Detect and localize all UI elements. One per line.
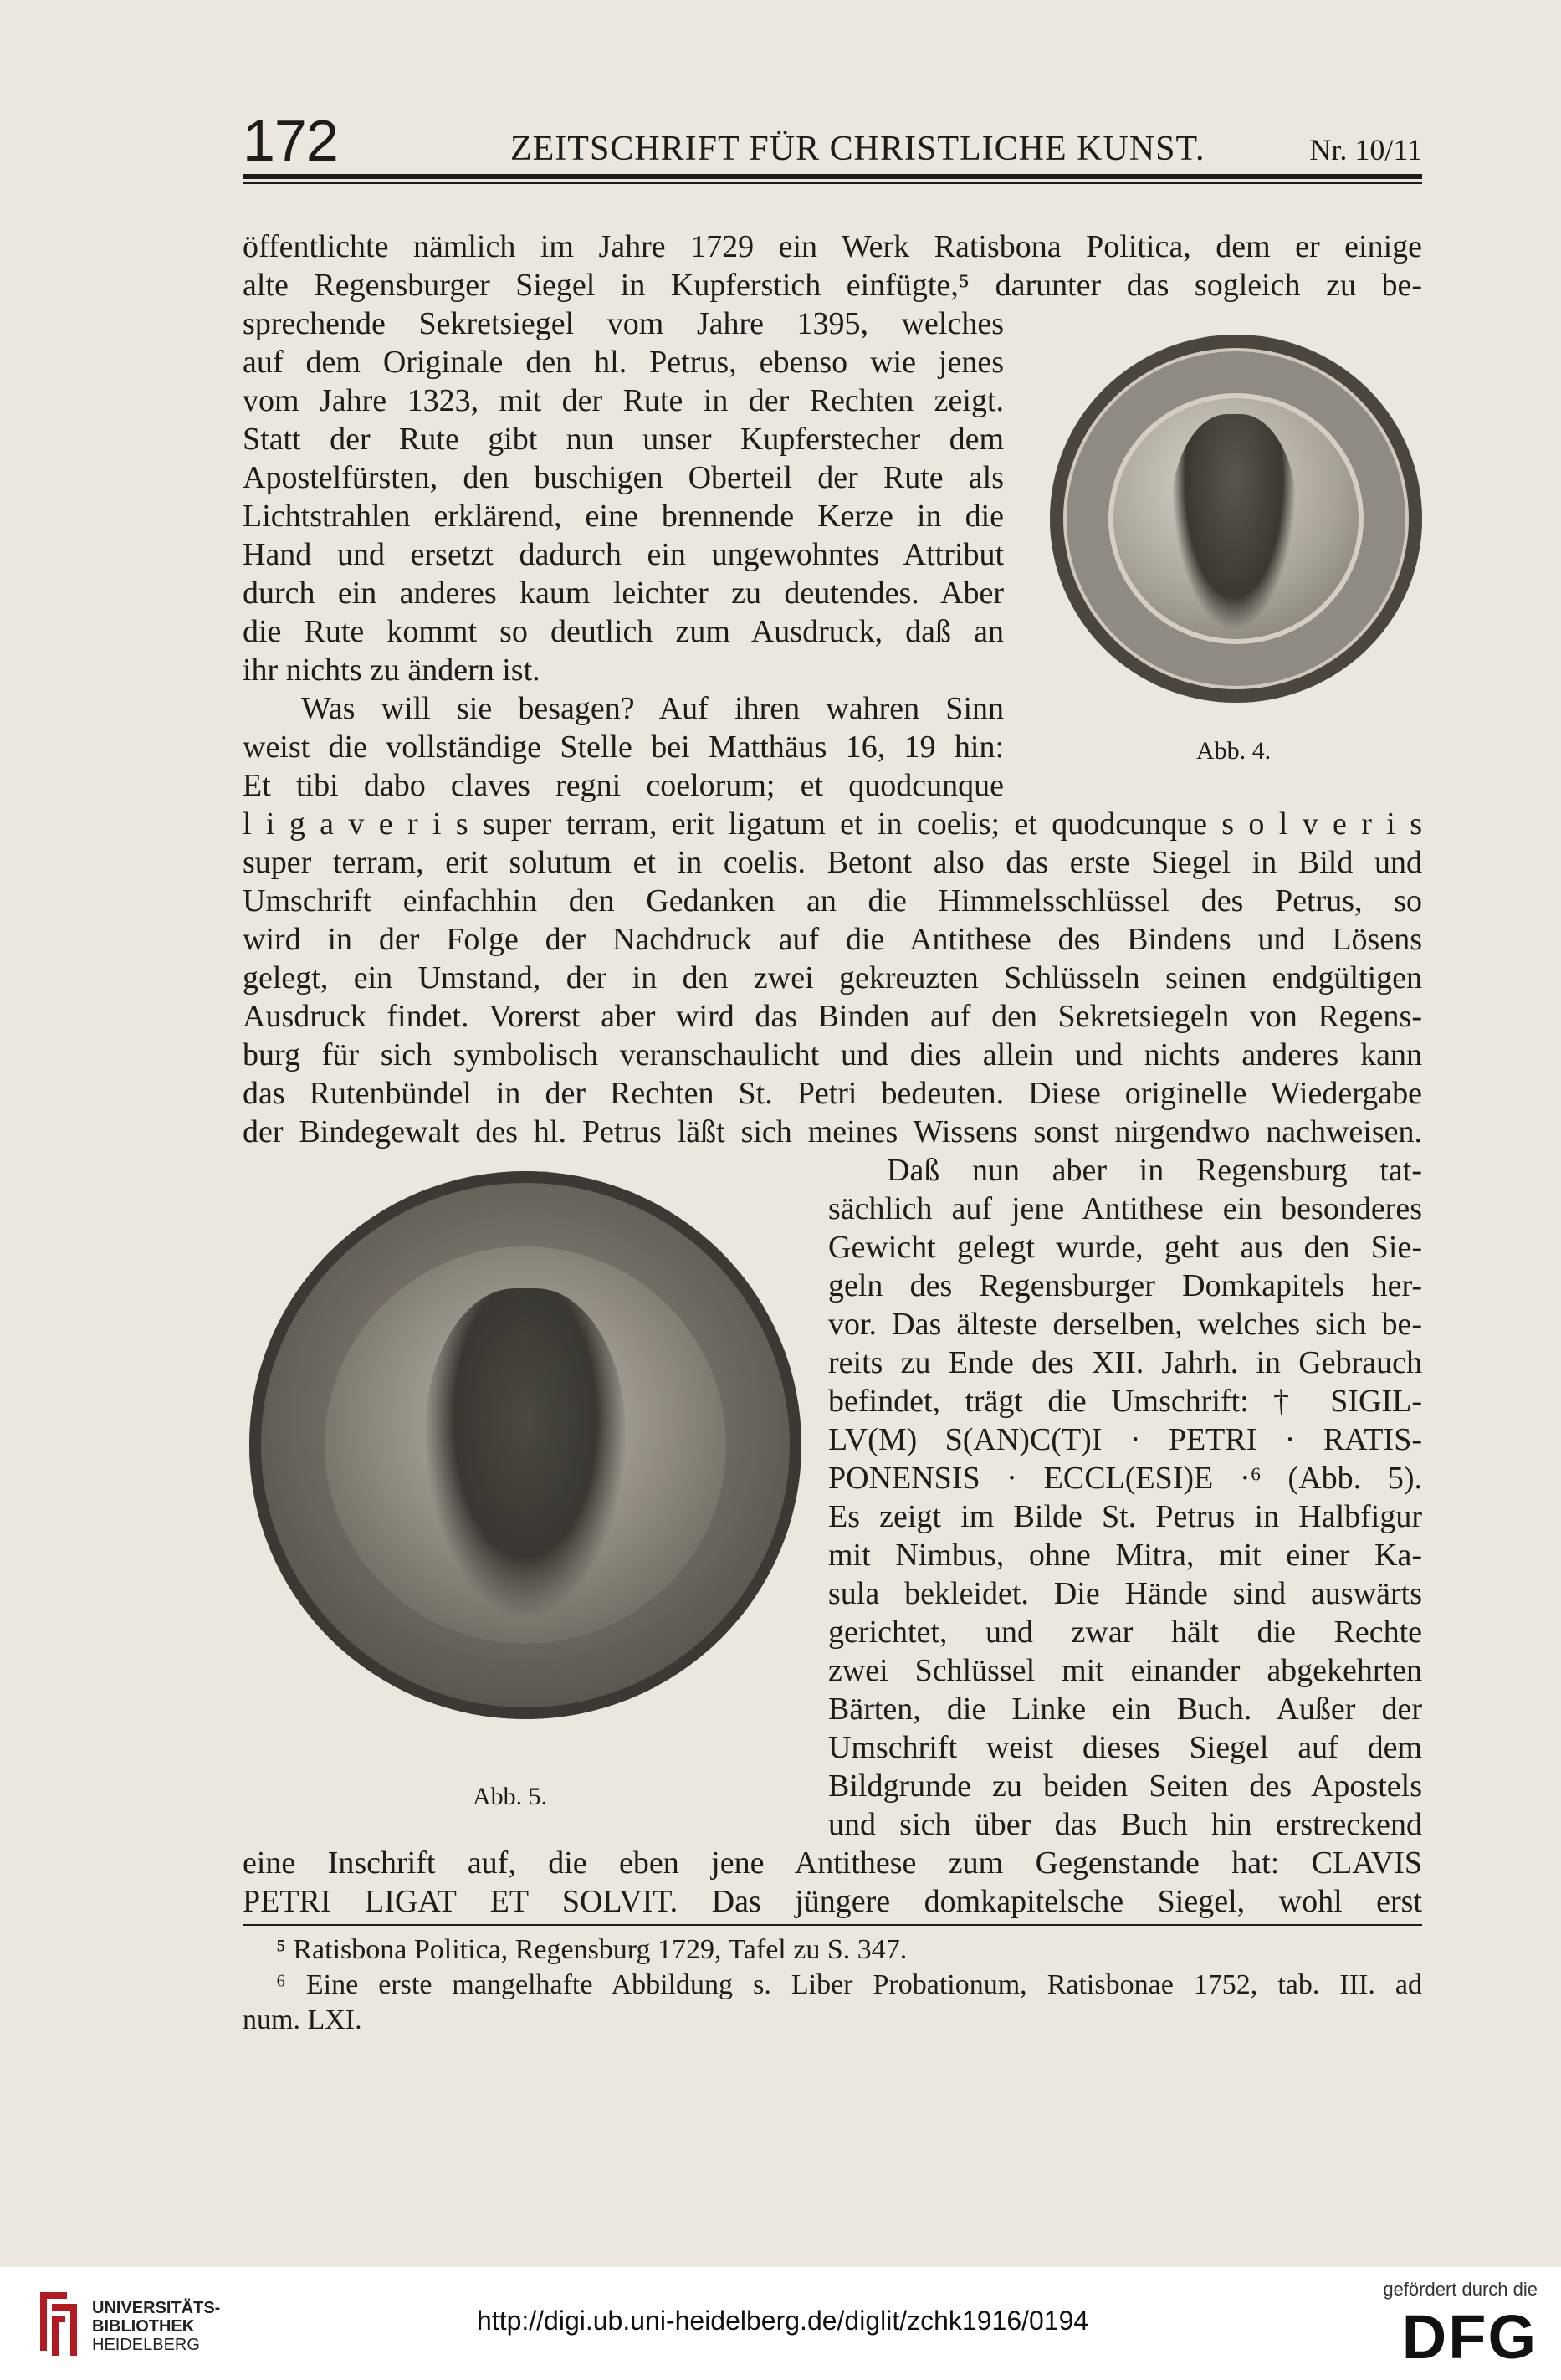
library-name	[92, 2299, 220, 2354]
footnote-rule	[243, 1924, 1422, 1926]
body-line: Bärten, die Linke ein Buch. Außer der	[828, 1692, 1422, 1727]
body-line: wird in der Folge der Nachdruck auf die Antithese des Bindens und Lösens	[243, 922, 1422, 957]
body-line: Lichtstrahlen erklärend, eine brennende Kerze in die	[243, 499, 1004, 534]
body-line: super terram, erit solutum et in coelis. Betont also das erste Siegel in Bild und	[243, 845, 1422, 880]
permalink-url[interactable]: http://digi.ub.uni-heidelberg.de/diglit/zchk1916/0194	[477, 2306, 1089, 2336]
body-line: auf dem Originale den hl. Petrus, ebenso wie jenes	[243, 345, 1004, 380]
body-line: befindet, trägt die Umschrift: † SIGIL-	[828, 1384, 1422, 1419]
dfg-logo: DFG	[1401, 2302, 1538, 2372]
body-line: alte Regensburger Siegel in Kupferstich einfügte,⁵ darunter das sogleich zu be-	[243, 268, 1422, 303]
body-line: öffentlichte nämlich im Jahre 1729 ein Werk Ratisbona Politica, dem er einige	[243, 229, 1422, 264]
body-line: Gewicht gelegt wurde, geht aus den Sie-	[828, 1230, 1422, 1265]
body-line: PETRI LIGAT ET SOLVIT. Das jüngere domkapitelsche Siegel, wohl erst	[243, 1884, 1422, 1919]
footnote-6: ⁶ Eine erste mangelhafte Abbildung s. Liber Probationum, Ratisbonae 1752, tab. III. ad	[276, 1969, 1422, 2000]
body-line: der Bindegewalt des hl. Petrus läßt sich meines Wissens sonst nirgendwo nachweisen.	[243, 1114, 1422, 1149]
header-rule-thin	[243, 182, 1422, 184]
library-name-line-1: UNIVERSITÄTS-	[92, 2299, 221, 2317]
body-line: Bildgrunde zu beiden Seiten des Apostels	[828, 1768, 1422, 1804]
body-line: und sich über das Buch hin erstreckend	[828, 1807, 1422, 1842]
body-line: mit Nimbus, ohne Mitra, mit einer Ka-	[828, 1538, 1422, 1573]
body-line: zwei Schlüssel mit einander abgekehrten	[828, 1653, 1422, 1688]
funding-note: gefördert durch die	[1383, 2279, 1538, 2300]
library-name-line-2: BIBLIOTHEK	[92, 2317, 195, 2336]
body-line: ihr nichts zu ändern ist.	[243, 653, 540, 688]
body-line: reits zu Ende des XII. Jahrh. in Gebrauch	[828, 1345, 1422, 1380]
body-line: sula bekleidet. Die Hände sind auswärts	[828, 1576, 1422, 1611]
seal-figure-saint-peter-keys	[425, 1288, 626, 1615]
digitization-footer	[0, 2267, 1561, 2380]
body-line: burg für sich symbolisch veranschaulicht und dies allein und nichts anderes kann	[243, 1037, 1422, 1072]
body-line: Hand und ersetzt dadurch ein ungewohntes Attribut	[243, 537, 1004, 572]
body-line: Es zeigt im Bilde St. Petrus in Halbfigur	[828, 1499, 1422, 1534]
body-line: l i g a v e r i s super terram, erit ligatum et in coelis; et quodcunque s o l v e r i s	[243, 806, 1422, 842]
figure-caption-abb4: Abb. 4.	[1196, 737, 1272, 765]
figure-caption-abb5: Abb. 5.	[473, 1783, 548, 1810]
header-rule-thick	[243, 174, 1422, 179]
seal-image-abb5	[249, 1171, 801, 1719]
body-line: vom Jahre 1323, mit der Rute in der Rechten zeigt.	[243, 383, 1004, 418]
running-title: ZEITSCHRIFT FÜR CHRISTLICHE KUNST.	[510, 130, 1205, 168]
page-number: 172	[243, 108, 338, 173]
seal-figure-saint-peter-mitre	[1171, 414, 1297, 632]
body-line: die Rute kommt so deutlich zum Ausdruck, daß an	[243, 614, 1004, 649]
body-line: Was will sie besagen? Auf ihren wahren Sinn	[301, 691, 1004, 726]
body-line: gelegt, ein Umstand, der in den zwei gekreuzten Schlüsseln seinen endgültigen	[243, 960, 1422, 996]
body-line: geln des Regensburger Domkapitels her-	[828, 1268, 1422, 1303]
page-header	[243, 107, 1422, 182]
body-line: Et tibi dabo claves regni coelorum; et quodcunque	[243, 768, 1004, 803]
body-line: Umschrift einfachhin den Gedanken an die Himmelsschlüssel des Petrus, so	[243, 883, 1422, 919]
body-line: LV(M) S(AN)C(T)I · PETRI · RATIS-	[828, 1422, 1422, 1457]
body-line: vor. Das älteste derselben, welches sich be-	[828, 1307, 1422, 1342]
body-line: Daß nun aber in Regensburg tat-	[887, 1153, 1422, 1188]
body-line: Apostelfürsten, den buschigen Oberteil der Rute als	[243, 460, 1004, 495]
issue-number: Nr. 10/11	[1309, 133, 1422, 166]
body-line: durch ein anderes kaum leichter zu deutendes. Aber	[243, 576, 1004, 611]
university-library-logo-icon	[33, 2284, 84, 2359]
body-line: eine Inschrift auf, die eben jene Antithese zum Gegenstande hat: CLAVIS	[243, 1845, 1422, 1881]
footnote-5: ⁵ Ratisbona Politica, Regensburg 1729, Tafel zu S. 347.	[276, 1934, 908, 1965]
body-line: das Rutenbündel in der Rechten St. Petri bedeuten. Diese originelle Wiedergabe	[243, 1076, 1422, 1111]
body-line: sprechende Sekretsiegel vom Jahre 1395, welches	[243, 306, 1004, 341]
footnote-6-continued: num. LXI.	[243, 2004, 362, 2035]
library-name-line-3: HEIDELBERG	[92, 2336, 200, 2354]
body-line: sächlich auf jene Antithese ein besonderes	[828, 1191, 1422, 1226]
body-line: PONENSIS · ECCL(ESI)E ·⁶ (Abb. 5).	[828, 1461, 1422, 1496]
body-line: Ausdruck findet. Vorerst aber wird das Binden auf den Sekretsiegeln von Regens-	[243, 999, 1422, 1034]
body-line: gerichtet, und zwar hält die Rechte	[828, 1615, 1422, 1650]
body-line: Umschrift weist dieses Siegel auf dem	[828, 1730, 1422, 1765]
seal-image-abb4	[1050, 335, 1422, 703]
body-line: weist die vollständige Stelle bei Matthäus 16, 19 hin:	[243, 729, 1004, 765]
body-line: Statt der Rute gibt nun unser Kupferstecher dem	[243, 422, 1004, 457]
